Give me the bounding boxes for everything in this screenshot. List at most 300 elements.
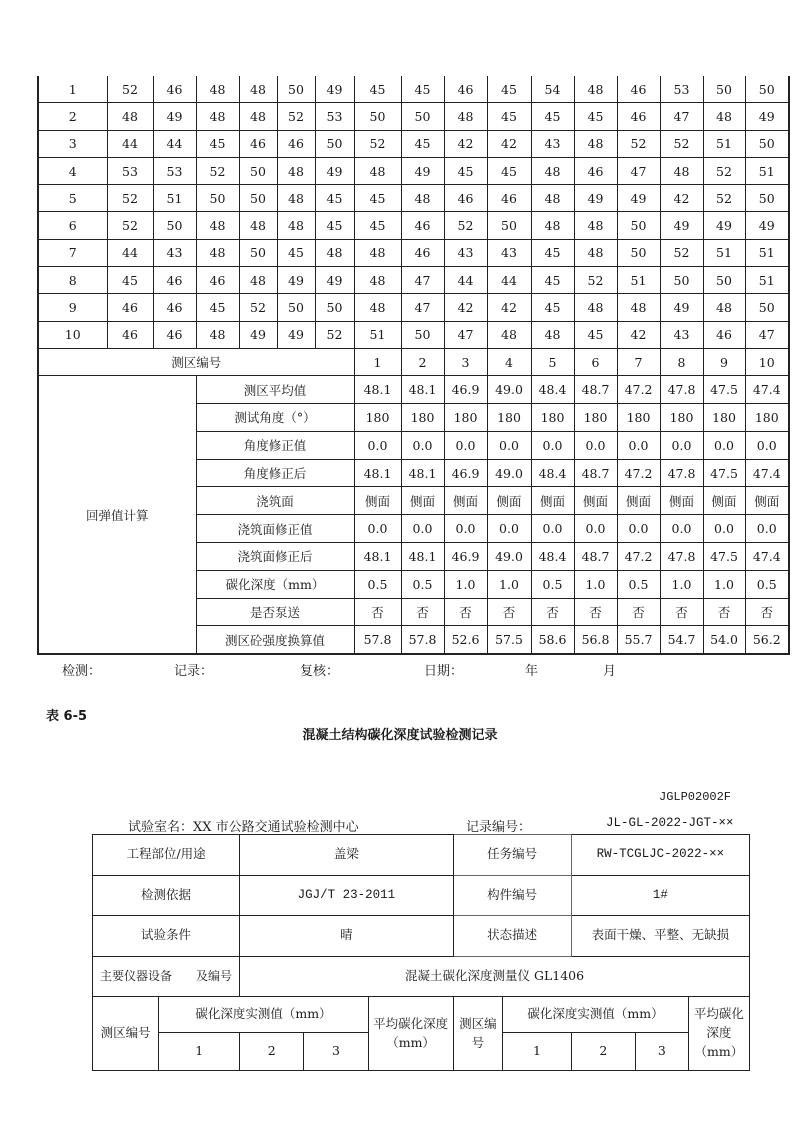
- zone-number-label: 测区编号: [38, 348, 354, 375]
- reading-cell: 51: [745, 267, 789, 294]
- reading-1-header-left: 1: [159, 1033, 240, 1071]
- calc-value: 0.5: [617, 570, 660, 598]
- reading-cell: 45: [401, 76, 444, 103]
- zone-number: 2: [401, 348, 444, 375]
- calc-value: 0.0: [703, 515, 745, 543]
- reading-cell: 51: [354, 321, 401, 348]
- reading-cell: 49: [617, 185, 660, 212]
- reading-cell: 48: [354, 157, 401, 184]
- calc-value: 侧面: [354, 487, 401, 515]
- reading-cell: 48: [574, 130, 617, 157]
- calc-row-label: 是否泵送: [196, 598, 354, 626]
- calc-value: 侧面: [660, 487, 703, 515]
- zone-number: 7: [617, 348, 660, 375]
- date-label: 日期：: [424, 664, 464, 679]
- calc-value: 48.7: [574, 543, 617, 571]
- standard-value: JGJ/T 23-2011: [240, 875, 453, 916]
- reading-1-header-right: 1: [503, 1033, 571, 1071]
- reading-cell: 45: [196, 294, 239, 321]
- reading-cell: 51: [745, 239, 789, 266]
- reading-cell: 42: [487, 294, 531, 321]
- reading-cell: 45: [531, 267, 574, 294]
- reading-cell: 48: [277, 212, 315, 239]
- calc-value: 侧面: [444, 487, 487, 515]
- calc-value: 47.5: [703, 543, 745, 571]
- reading-cell: 48: [660, 157, 703, 184]
- calc-value: 0.0: [531, 431, 574, 459]
- calc-value: 180: [660, 404, 703, 432]
- reading-cell: 52: [574, 267, 617, 294]
- measured-values-header-right: 碳化深度实测值（mm）: [503, 997, 688, 1033]
- reading-cell: 49: [315, 157, 354, 184]
- test-conditions-label: 试验条件: [93, 916, 240, 957]
- reading-2-header-right: 2: [571, 1033, 635, 1071]
- state-description-value: 表面干燥、平整、无缺损: [571, 916, 749, 957]
- reading-cell: 45: [531, 239, 574, 266]
- reading-cell: 51: [745, 157, 789, 184]
- reading-cell: 45: [444, 157, 487, 184]
- lab-name: 试验室名：XX 市公路交通试验检测中心: [128, 820, 359, 835]
- reading-cell: 48: [196, 321, 239, 348]
- reading-cell: 49: [315, 76, 354, 103]
- reading-cell: 50: [745, 294, 789, 321]
- reading-row-number: 2: [38, 103, 107, 130]
- calc-value: 0.0: [574, 431, 617, 459]
- inspector-label: 检测：: [62, 664, 102, 679]
- calc-value: 0.0: [660, 515, 703, 543]
- reading-cell: 44: [444, 267, 487, 294]
- reading-cell: 53: [315, 103, 354, 130]
- reading-cell: 51: [703, 239, 745, 266]
- reading-cell: 43: [153, 239, 196, 266]
- reading-cell: 45: [487, 157, 531, 184]
- reading-cell: 48: [617, 294, 660, 321]
- reading-cell: 42: [617, 321, 660, 348]
- reading-cell: 48: [444, 103, 487, 130]
- reading-cell: 52: [315, 321, 354, 348]
- rebound-value-table: [37, 76, 790, 655]
- calc-value: 57.8: [354, 626, 401, 654]
- calc-value: 57.8: [401, 626, 444, 654]
- reading-cell: 48: [239, 267, 277, 294]
- calc-value: 180: [617, 404, 660, 432]
- reading-cell: 49: [660, 212, 703, 239]
- reading-3-header-left: 3: [304, 1033, 368, 1071]
- calc-value: 否: [574, 598, 617, 626]
- calc-value: 55.7: [617, 626, 660, 654]
- calc-value: 48.7: [574, 459, 617, 487]
- info-row-conditions: [93, 916, 750, 957]
- reading-cell: 50: [660, 267, 703, 294]
- record-number-value: JL-GL-2022-JGT-××: [606, 816, 734, 830]
- calc-value: 47.2: [617, 543, 660, 571]
- calc-value: 47.4: [745, 543, 789, 571]
- reading-cell: 46: [444, 76, 487, 103]
- calc-value: 0.0: [617, 431, 660, 459]
- reading-cell: 48: [277, 185, 315, 212]
- reading-cell: 49: [574, 185, 617, 212]
- reading-cell: 45: [315, 185, 354, 212]
- reading-row-number: 9: [38, 294, 107, 321]
- calc-value: 0.0: [354, 431, 401, 459]
- calc-value: 0.0: [660, 431, 703, 459]
- carbonation-depth-table: [92, 834, 750, 1071]
- reading-cell: 50: [354, 103, 401, 130]
- reading-cell: 45: [107, 267, 153, 294]
- reading-cell: 53: [107, 157, 153, 184]
- zone-number: 4: [487, 348, 531, 375]
- calc-value: 56.2: [745, 626, 789, 654]
- reading-row-number: 3: [38, 130, 107, 157]
- reading-cell: 48: [574, 76, 617, 103]
- reading-cell: 46: [277, 130, 315, 157]
- reading-cell: 44: [107, 130, 153, 157]
- reading-row-number: 8: [38, 267, 107, 294]
- calc-value: 侧面: [487, 487, 531, 515]
- calc-value: 1.0: [660, 570, 703, 598]
- reading-cell: 47: [617, 157, 660, 184]
- reading-cell: 48: [239, 76, 277, 103]
- calc-value: 0.0: [574, 515, 617, 543]
- reading-cell: 47: [444, 321, 487, 348]
- reading-cell: 42: [660, 185, 703, 212]
- reading-cell: 52: [660, 239, 703, 266]
- calc-row-label: 碳化深度（mm）: [196, 570, 354, 598]
- reading-cell: 44: [487, 267, 531, 294]
- reading-cell: 50: [703, 76, 745, 103]
- calc-value: 56.8: [574, 626, 617, 654]
- reading-cell: 52: [703, 185, 745, 212]
- reading-row: [38, 185, 789, 212]
- reading-cell: 46: [703, 321, 745, 348]
- rebound-calc-group-label: 回弹值计算: [38, 376, 196, 654]
- zone-number-row: [38, 348, 789, 375]
- reading-cell: 46: [401, 212, 444, 239]
- calc-row-label: 浇筑面: [196, 487, 354, 515]
- reading-cell: 42: [487, 130, 531, 157]
- calc-row-label: 角度修正值: [196, 431, 354, 459]
- calc-value: 侧面: [401, 487, 444, 515]
- zone-number: 5: [531, 348, 574, 375]
- zone-number: 8: [660, 348, 703, 375]
- standard-label: 检测依据: [93, 875, 240, 916]
- calc-value: 1.0: [444, 570, 487, 598]
- reading-cell: 45: [487, 76, 531, 103]
- calc-value: 48.1: [354, 459, 401, 487]
- reading-cell: 52: [277, 103, 315, 130]
- reading-cell: 46: [239, 130, 277, 157]
- reading-cell: 46: [107, 294, 153, 321]
- zone-number: 9: [703, 348, 745, 375]
- reading-cell: 45: [531, 103, 574, 130]
- reading-cell: 49: [660, 294, 703, 321]
- reading-cell: 50: [196, 185, 239, 212]
- calc-value: 0.0: [531, 515, 574, 543]
- zone-number-header-left: 测区编号: [93, 997, 159, 1071]
- reading-cell: 44: [153, 130, 196, 157]
- month-label: 月: [603, 664, 617, 679]
- calc-value: 47.8: [660, 376, 703, 404]
- reading-cell: 52: [617, 130, 660, 157]
- calc-value: 47.4: [745, 376, 789, 404]
- calc-value: 侧面: [745, 487, 789, 515]
- reading-cell: 45: [354, 76, 401, 103]
- reading-cell: 52: [239, 294, 277, 321]
- test-conditions-value: 晴: [240, 916, 453, 957]
- calc-row: [38, 376, 789, 404]
- reading-cell: 48: [703, 294, 745, 321]
- calc-row-label: 浇筑面修正值: [196, 515, 354, 543]
- reading-cell: 48: [531, 212, 574, 239]
- calc-value: 0.0: [745, 515, 789, 543]
- reading-cell: 42: [444, 294, 487, 321]
- calc-value: 180: [531, 404, 574, 432]
- reading-cell: 50: [745, 185, 789, 212]
- reading-cell: 50: [745, 130, 789, 157]
- reading-cell: 48: [354, 239, 401, 266]
- reading-cell: 48: [487, 321, 531, 348]
- calc-value: 1.0: [574, 570, 617, 598]
- reading-cell: 48: [196, 239, 239, 266]
- reading-row: [38, 294, 789, 321]
- calc-value: 47.5: [703, 459, 745, 487]
- reading-cell: 48: [574, 212, 617, 239]
- reading-cell: 43: [487, 239, 531, 266]
- reading-cell: 49: [315, 267, 354, 294]
- reading-cell: 50: [401, 103, 444, 130]
- calc-value: 0.0: [401, 431, 444, 459]
- measurement-header-row: [93, 997, 750, 1033]
- info-row-standard: [93, 875, 750, 916]
- component-number-value: 1#: [571, 875, 749, 916]
- calc-value: 0.5: [401, 570, 444, 598]
- calc-value: 47.5: [703, 376, 745, 404]
- reading-cell: 46: [153, 76, 196, 103]
- reading-cell: 50: [239, 185, 277, 212]
- calc-value: 否: [617, 598, 660, 626]
- calc-value: 180: [574, 404, 617, 432]
- reading-cell: 48: [196, 103, 239, 130]
- reading-cell: 50: [277, 76, 315, 103]
- zone-number: 3: [444, 348, 487, 375]
- reading-cell: 48: [531, 185, 574, 212]
- reading-cell: 45: [315, 212, 354, 239]
- reading-cell: 49: [153, 103, 196, 130]
- reading-cell: 45: [531, 294, 574, 321]
- calc-value: 0.0: [401, 515, 444, 543]
- reading-row: [38, 267, 789, 294]
- reading-row: [38, 76, 789, 103]
- reading-cell: 50: [239, 157, 277, 184]
- calc-value: 0.5: [531, 570, 574, 598]
- calc-value: 0.0: [487, 515, 531, 543]
- calc-value: 侧面: [574, 487, 617, 515]
- calc-value: 46.9: [444, 376, 487, 404]
- measured-values-header-left: 碳化深度实测值（mm）: [159, 997, 368, 1033]
- calc-row-label: 测区砼强度换算值: [196, 626, 354, 654]
- reading-cell: 48: [574, 294, 617, 321]
- calc-value: 否: [703, 598, 745, 626]
- reading-cell: 52: [660, 130, 703, 157]
- reading-cell: 48: [531, 157, 574, 184]
- project-part-label: 工程部位/用途: [93, 835, 240, 876]
- reading-cell: 49: [277, 321, 315, 348]
- component-number-label: 构件编号: [453, 875, 571, 916]
- calc-value: 48.4: [531, 376, 574, 404]
- reading-2-header-left: 2: [240, 1033, 304, 1071]
- reading-cell: 45: [354, 185, 401, 212]
- reading-cell: 52: [107, 185, 153, 212]
- calc-value: 49.0: [487, 376, 531, 404]
- reading-cell: 49: [401, 157, 444, 184]
- calc-value: 47.2: [617, 376, 660, 404]
- reading-cell: 50: [277, 294, 315, 321]
- calc-row-label: 角度修正后: [196, 459, 354, 487]
- recorder-label: 记录：: [174, 664, 214, 679]
- reading-cell: 50: [617, 212, 660, 239]
- reading-cell: 52: [354, 130, 401, 157]
- info-row-equipment: [93, 956, 750, 997]
- calc-value: 48.1: [401, 376, 444, 404]
- reading-cell: 52: [107, 76, 153, 103]
- calc-value: 48.1: [354, 543, 401, 571]
- project-part-value: 盖梁: [240, 835, 453, 876]
- reading-cell: 45: [277, 239, 315, 266]
- calc-value: 49.0: [487, 459, 531, 487]
- calc-value: 49.0: [487, 543, 531, 571]
- reading-cell: 45: [487, 103, 531, 130]
- task-number-label: 任务编号: [453, 835, 571, 876]
- calc-value: 否: [354, 598, 401, 626]
- reading-row-number: 10: [38, 321, 107, 348]
- calc-value: 否: [531, 598, 574, 626]
- info-row-project: [93, 835, 750, 876]
- reading-cell: 43: [444, 239, 487, 266]
- reading-cell: 50: [617, 239, 660, 266]
- calc-value: 47.4: [745, 459, 789, 487]
- reading-cell: 46: [574, 157, 617, 184]
- reading-row: [38, 157, 789, 184]
- reading-cell: 48: [196, 212, 239, 239]
- reading-cell: 46: [487, 185, 531, 212]
- reading-cell: 46: [153, 321, 196, 348]
- calc-value: 180: [354, 404, 401, 432]
- reading-cell: 48: [574, 239, 617, 266]
- calc-value: 54.7: [660, 626, 703, 654]
- calc-value: 否: [660, 598, 703, 626]
- reading-cell: 48: [703, 103, 745, 130]
- calc-value: 1.0: [487, 570, 531, 598]
- calc-value: 48.7: [574, 376, 617, 404]
- calc-value: 否: [745, 598, 789, 626]
- zone-number: 1: [354, 348, 401, 375]
- table-number: 表 6-5: [46, 709, 88, 724]
- average-depth-header-left: 平均碳化深度（mm）: [368, 997, 453, 1071]
- calc-value: 54.0: [703, 626, 745, 654]
- average-depth-header-right: 平均碳化深度（mm）: [688, 997, 749, 1071]
- calc-value: 57.5: [487, 626, 531, 654]
- reading-cell: 54: [531, 76, 574, 103]
- reading-row-number: 5: [38, 185, 107, 212]
- calc-value: 48.1: [401, 459, 444, 487]
- reading-cell: 52: [196, 157, 239, 184]
- reading-cell: 50: [487, 212, 531, 239]
- calc-value: 侧面: [617, 487, 660, 515]
- form-code: JGLP02002F: [659, 790, 732, 804]
- reading-cell: 46: [153, 267, 196, 294]
- reading-cell: 50: [401, 321, 444, 348]
- calc-value: 0.5: [354, 570, 401, 598]
- reading-cell: 46: [196, 267, 239, 294]
- calc-value: 46.9: [444, 459, 487, 487]
- calc-value: 0.0: [703, 431, 745, 459]
- calc-value: 52.6: [444, 626, 487, 654]
- calc-value: 180: [703, 404, 745, 432]
- calc-value: 侧面: [531, 487, 574, 515]
- calc-value: 47.8: [660, 543, 703, 571]
- reading-cell: 43: [660, 321, 703, 348]
- reading-row: [38, 130, 789, 157]
- calc-value: 0.0: [487, 431, 531, 459]
- calc-value: 48.1: [401, 543, 444, 571]
- reading-cell: 48: [239, 103, 277, 130]
- reading-cell: 48: [196, 76, 239, 103]
- calc-value: 180: [487, 404, 531, 432]
- reading-cell: 45: [401, 130, 444, 157]
- reading-cell: 48: [354, 294, 401, 321]
- reading-row-number: 4: [38, 157, 107, 184]
- reading-cell: 49: [239, 321, 277, 348]
- reading-cell: 47: [401, 294, 444, 321]
- reading-cell: 48: [277, 157, 315, 184]
- reading-cell: 46: [107, 321, 153, 348]
- document-title: 混凝土结构碳化深度试验检测记录: [302, 728, 498, 743]
- reading-cell: 50: [703, 267, 745, 294]
- calc-value: 1.0: [703, 570, 745, 598]
- reading-cell: 44: [107, 239, 153, 266]
- reading-cell: 48: [107, 103, 153, 130]
- reading-cell: 45: [196, 130, 239, 157]
- zone-number: 10: [745, 348, 789, 375]
- calc-value: 48.4: [531, 459, 574, 487]
- calc-value: 180: [745, 404, 789, 432]
- reading-row: [38, 212, 789, 239]
- reading-cell: 53: [153, 157, 196, 184]
- calc-value: 否: [487, 598, 531, 626]
- calc-row-label: 测试角度（°）: [196, 404, 354, 432]
- calc-value: 否: [444, 598, 487, 626]
- reading-cell: 50: [745, 76, 789, 103]
- reading-row-number: 7: [38, 239, 107, 266]
- calc-value: 48.4: [531, 543, 574, 571]
- reading-cell: 50: [315, 130, 354, 157]
- reading-cell: 49: [745, 103, 789, 130]
- reading-cell: 53: [660, 76, 703, 103]
- calc-value: 180: [444, 404, 487, 432]
- record-number-label: 记录编号：: [466, 820, 532, 835]
- reviewer-label: 复核：: [300, 664, 340, 679]
- reading-row: [38, 239, 789, 266]
- calc-value: 0.0: [745, 431, 789, 459]
- reading-cell: 42: [444, 130, 487, 157]
- reading-cell: 46: [617, 76, 660, 103]
- reading-cell: 52: [703, 157, 745, 184]
- equipment-value: 混凝土碳化深度测量仪 GL1406: [240, 956, 750, 997]
- reading-cell: 46: [153, 294, 196, 321]
- calc-value: 180: [401, 404, 444, 432]
- reading-3-header-right: 3: [635, 1033, 688, 1071]
- reading-cell: 46: [444, 185, 487, 212]
